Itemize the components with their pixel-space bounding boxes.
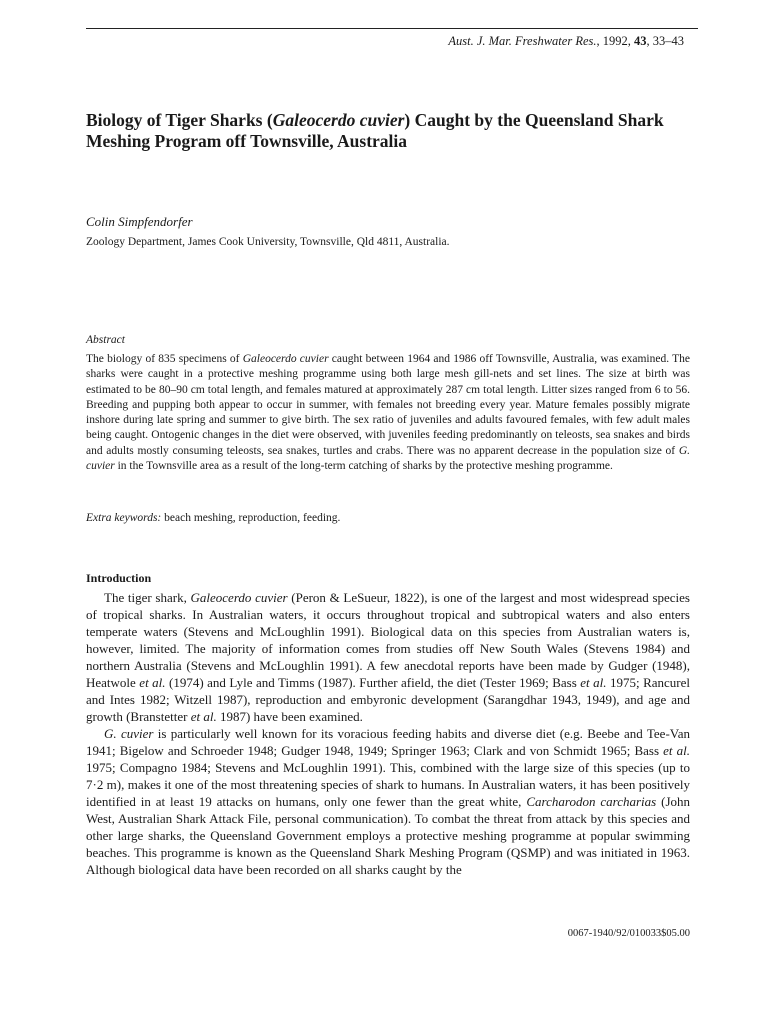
author-affiliation: Zoology Department, James Cook University, Townsville, Qld 4811, Australia. <box>86 236 450 248</box>
species-name: Galeocerdo cuvier <box>190 590 288 605</box>
journal-name: Aust. J. Mar. Freshwater Res. <box>448 34 597 48</box>
species-name: G. cuvier <box>86 444 690 473</box>
article-code: 0067-1940/92/010033$05.00 <box>567 928 690 939</box>
keywords-label: Extra keywords: <box>86 512 162 524</box>
introduction-heading: Introduction <box>86 571 152 585</box>
keywords-value: beach meshing, reproduction, feeding. <box>161 512 341 524</box>
species-name: G. cuvier <box>104 726 154 741</box>
author-name: Colin Simpfendorfer <box>86 214 193 229</box>
journal-year: , 1992, <box>596 34 634 48</box>
journal-volume: 43 <box>634 34 647 48</box>
species-name: Galeocerdo cuvier <box>242 353 329 365</box>
intro-paragraph-1: The tiger shark, Galeocerdo cuvier (Peron & LeSueur, 1822), is one of the largest and most widespread species of tropical sharks. In Australian waters, it occurs throughout tropical and subtropical waters and also enters temperate waters (Stevens and McLoughlin 1991). Biological data on this species from Australian waters is, however, limited. The majority of information comes from studies off New South Wales (Stevens 1984) and northern Australia (Stevens and McLoughlin 1991). A few anecdotal reports have been made by Gudger (1948), Heatwole et al. (1974) and Lyle and Timms (1987). Further afield, the diet (Tester 1969; Bass et al. 1975; Rancurel and Intes 1982; Witzell 1987), reproduction and embyronic development (Sarangdhar 1943, 1949), and age and growth (Branstetter et al. 1987) have been examined. <box>86 590 690 724</box>
species-name: Carcharodon carcharias <box>526 794 657 809</box>
extra-keywords <box>86 512 340 524</box>
journal-citation <box>448 34 684 49</box>
title-species: Galeocerdo cuvier <box>272 110 405 130</box>
article-title: Biology of Tiger Sharks (Galeocerdo cuvier) Caught by the Queensland Shark Meshing Program off Townsville, Australia <box>86 110 664 151</box>
introduction-body <box>86 589 690 878</box>
intro-paragraph-2: G. cuvier is particularly well known for its voracious feeding habits and diverse diet (e.g. Beebe and Tee-Van 1941; Bigelow and Schroeder 1948; Gudger 1948, 1949; Springer 1963; Clark and von Schmidt 1965; Bass et al. 1975; Compagno 1984; Stevens and McLoughlin 1991). This, combined with the large size of this species (up to 7·2 m), makes it one of the most threatening species of shark to humans. In Australian waters, it has been positively identified in at least 19 attacks on humans, only one fewer than the great white, Carcharodon carcharias (John West, Australian Shark Attack File, personal communication). To combat the threat from attack by this species and other large sharks, the Queensland Government employs a protective meshing programme at popular swimming beaches. This programme is known as the Queensland Shark Meshing Program (QSMP) and was initiated in 1963. Although biological data have been recorded on all sharks caught by the <box>86 726 690 877</box>
header-rule <box>86 28 698 29</box>
abstract-heading: Abstract <box>86 334 125 346</box>
abstract-text: The biology of 835 specimens of Galeocerdo cuvier caught between 1964 and 1986 off Townsville, Australia, was examined. The sharks were caught in a protective meshing programme using both large mesh gill-nets and set lines. The size at birth was estimated to be 80–90 cm total length, and females matured at approximately 287 cm total length. Litter sizes ranged from 6 to 56. Breeding and pupping both appear to occur in summer, with females not breeding every year. Mature females possibly migrate inshore during late spring and summer to give birth. The sex ratio of juveniles and adults favoured females, with few adult males being caught. Ontogenic changes in the diet were observed, with juveniles feeding predominantly on teleosts, sea snakes and birds and adults mostly consuming teleosts, sea snakes, turtles and crabs. There was no apparent decrease in the population size of G. cuvier in the Townsville area as a result of the long-term catching of sharks by the protective meshing programme. <box>86 353 690 473</box>
journal-pages: , 33–43 <box>646 34 684 48</box>
